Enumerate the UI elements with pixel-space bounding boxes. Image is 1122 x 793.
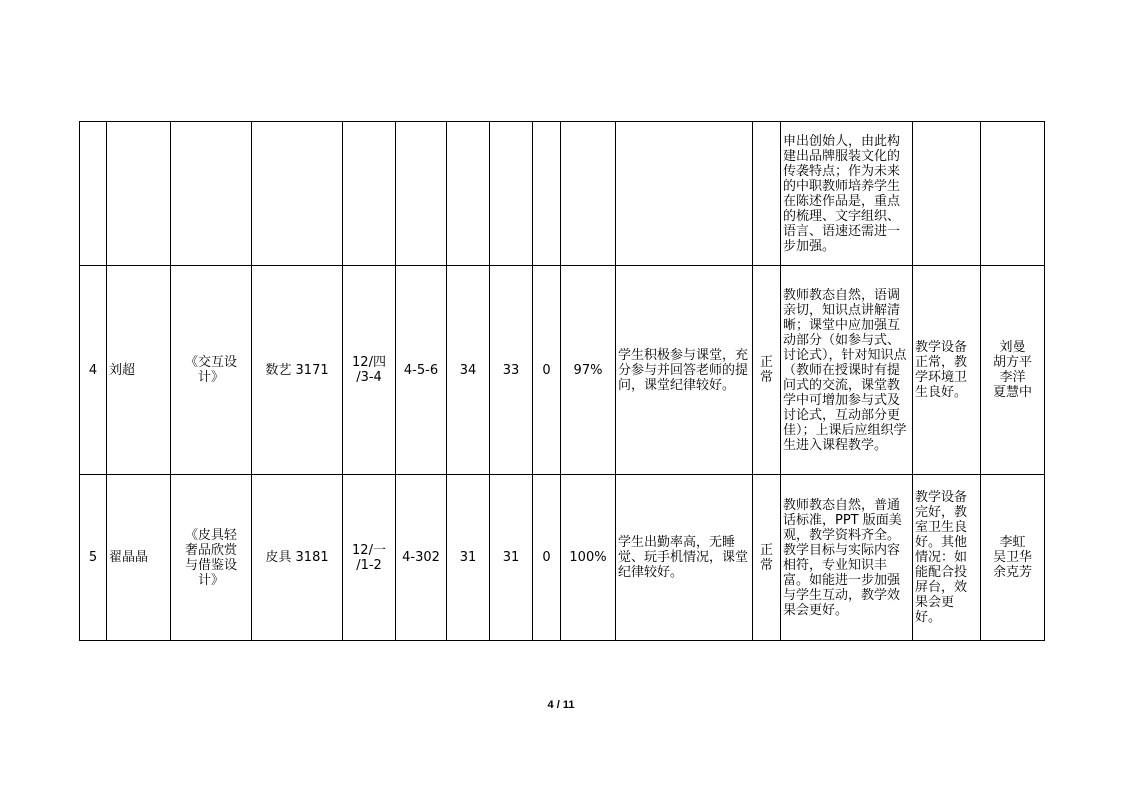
absent-cell: 0 [533, 475, 561, 641]
class-cell [252, 122, 343, 266]
table-row [80, 475, 1045, 641]
course-cell: 《交互设 计》 [171, 266, 252, 475]
order-cell [753, 122, 781, 266]
teaching-feedback-cell: 教师教态自然，普通话标准，PPT 版面美观，教学资料齐全。教学目标与实际内容相符，专业知识丰富。如能进一步加强与学生互动，教学效果会更好。 [781, 475, 913, 641]
course-cell [171, 122, 252, 266]
room-cell: 4-302 [396, 475, 447, 641]
teacher-cell [107, 122, 171, 266]
table-row [80, 122, 1045, 266]
student-status-cell: 学生积极参与课堂，充分参与并回答老师的提问，课堂纪律较好。 [616, 266, 753, 475]
index-cell: 5 [80, 475, 107, 641]
teaching-feedback-cell: 申出创始人，由此构建出品牌服装文化的传袭特点；作为未来的中职教师培养学生在陈述作品是，重点的梳理、文字组织、语言、语速还需进一步加强。 [781, 122, 913, 266]
rate-cell [561, 122, 616, 266]
student-status-cell [616, 122, 753, 266]
enrolled-cell: 31 [447, 475, 490, 641]
teacher-cell: 翟晶晶 [107, 475, 171, 641]
schedule-cell: 12/一 /1-2 [343, 475, 396, 641]
teaching-feedback-cell: 教师教态自然，语调亲切，知识点讲解清晰；课堂中应加强互动部分（如参与式、讨论式），针对知识点（教师在授课时有提问式的交流，课堂教学中可增加参与式及讨论式，互动部分更佳）；上课后应组织学生进入课程教学。 [781, 266, 913, 475]
room-cell [396, 122, 447, 266]
absent-cell [533, 122, 561, 266]
inspectors-cell [981, 122, 1045, 266]
environment-cell [913, 122, 981, 266]
class-cell: 数艺 3171 [252, 266, 343, 475]
enrolled-cell: 34 [447, 266, 490, 475]
teacher-cell: 刘超 [107, 266, 171, 475]
order-cell: 正 常 [753, 266, 781, 475]
enrolled-cell [447, 122, 490, 266]
page-number: 4 / 11 [547, 699, 575, 711]
present-cell: 31 [490, 475, 533, 641]
present-cell [490, 122, 533, 266]
schedule-cell [343, 122, 396, 266]
index-cell [80, 122, 107, 266]
inspectors-cell: 刘曼 胡方平 李洋 夏慧中 [981, 266, 1045, 475]
inspection-table [79, 121, 1045, 641]
class-cell: 皮具 3181 [252, 475, 343, 641]
table-row [80, 266, 1045, 475]
rate-cell: 97% [561, 266, 616, 475]
course-cell: 《皮具轻 奢品欣赏 与借鉴设 计》 [171, 475, 252, 641]
room-cell: 4-5-6 [396, 266, 447, 475]
environment-cell: 教学设备完好，教室卫生良好。其他情况：如能配合投屏台，效果会更好。 [913, 475, 981, 641]
order-cell: 正 常 [753, 475, 781, 641]
present-cell: 33 [490, 266, 533, 475]
inspectors-cell: 李虹 吴卫华 余克芳 [981, 475, 1045, 641]
index-cell: 4 [80, 266, 107, 475]
rate-cell: 100% [561, 475, 616, 641]
student-status-cell: 学生出勤率高，无睡觉、玩手机情况，课堂纪律较好。 [616, 475, 753, 641]
environment-cell: 教学设备正常，教学环境卫生良好。 [913, 266, 981, 475]
schedule-cell: 12/四 /3-4 [343, 266, 396, 475]
absent-cell: 0 [533, 266, 561, 475]
